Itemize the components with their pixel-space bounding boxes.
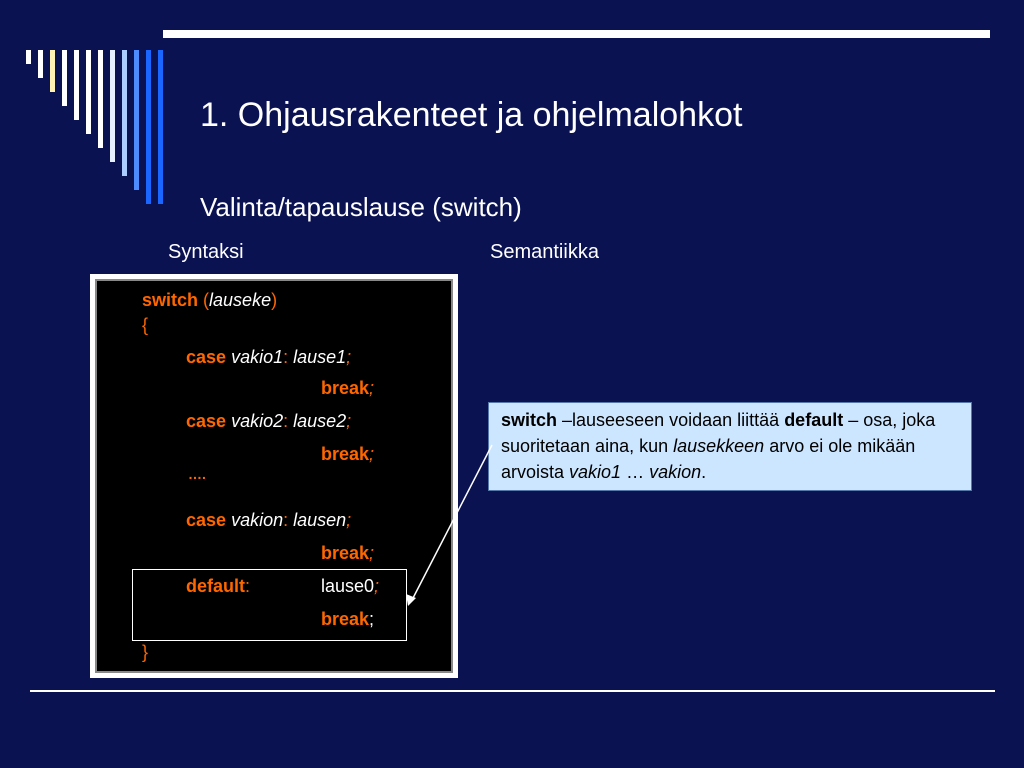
- semantics-heading: Semantiikka: [490, 241, 599, 263]
- note-text-2: – osa, joka suoritetaan aina, kun: [501, 410, 936, 456]
- semicolon: ;: [346, 510, 352, 530]
- note-text-5: .: [701, 462, 707, 482]
- colon: :: [283, 510, 289, 530]
- colon: :: [283, 347, 289, 367]
- semicolon: ;: [369, 444, 375, 464]
- paren-open: (: [203, 290, 210, 310]
- slide-title: 1. Ohjausrakenteet ja ohjelmalohkot: [200, 96, 743, 134]
- brace-close: }: [142, 642, 149, 662]
- semicolon: ;: [346, 347, 352, 367]
- note-vakio1: vakio1: [569, 462, 622, 482]
- keyword-switch: switch: [142, 290, 199, 310]
- keyword-case: case: [186, 411, 227, 431]
- stmt-lause0: lause0: [321, 576, 375, 596]
- keyword-case: case: [186, 510, 227, 530]
- keyword-break: break: [321, 444, 370, 464]
- code-ellipsis: ….: [188, 466, 206, 482]
- expression-lauseke: lauseke: [209, 290, 272, 310]
- bottom-rule: [30, 690, 995, 692]
- keyword-default: default: [186, 576, 246, 596]
- stmt-lausen: lausen: [293, 510, 347, 530]
- slide-subtitle: Valinta/tapauslause (switch): [200, 192, 522, 222]
- syntax-heading: Syntaksi: [168, 241, 244, 263]
- colon: :: [245, 576, 251, 596]
- note-text-3: arvo ei ole mikään arvoista: [501, 436, 916, 482]
- note-vakion: vakion: [649, 462, 702, 482]
- colon: :: [283, 411, 289, 431]
- keyword-break: break: [321, 609, 370, 629]
- note-text-4: …: [621, 462, 650, 482]
- note-text-1: –lauseeseen voidaan liittää: [557, 410, 785, 430]
- semicolon: ;: [369, 609, 375, 629]
- brace-open: {: [142, 315, 149, 335]
- semicolon: ;: [369, 543, 375, 563]
- value-vakio2: vakio2: [231, 411, 284, 431]
- note-switch: switch: [501, 410, 558, 430]
- paren-close: ): [271, 290, 278, 310]
- semicolon: ;: [346, 411, 352, 431]
- value-vakion: vakion: [231, 510, 284, 530]
- note-lausekkeen: lausekkeen: [673, 436, 765, 456]
- stmt-lause2: lause2: [293, 411, 347, 431]
- semicolon: ;: [374, 576, 380, 596]
- keyword-break: break: [321, 378, 370, 398]
- keyword-break: break: [321, 543, 370, 563]
- value-vakio1: vakio1: [231, 347, 284, 367]
- note-default: default: [784, 410, 844, 430]
- keyword-case: case: [186, 347, 227, 367]
- semicolon: ;: [369, 378, 375, 398]
- stmt-lause1: lause1: [293, 347, 347, 367]
